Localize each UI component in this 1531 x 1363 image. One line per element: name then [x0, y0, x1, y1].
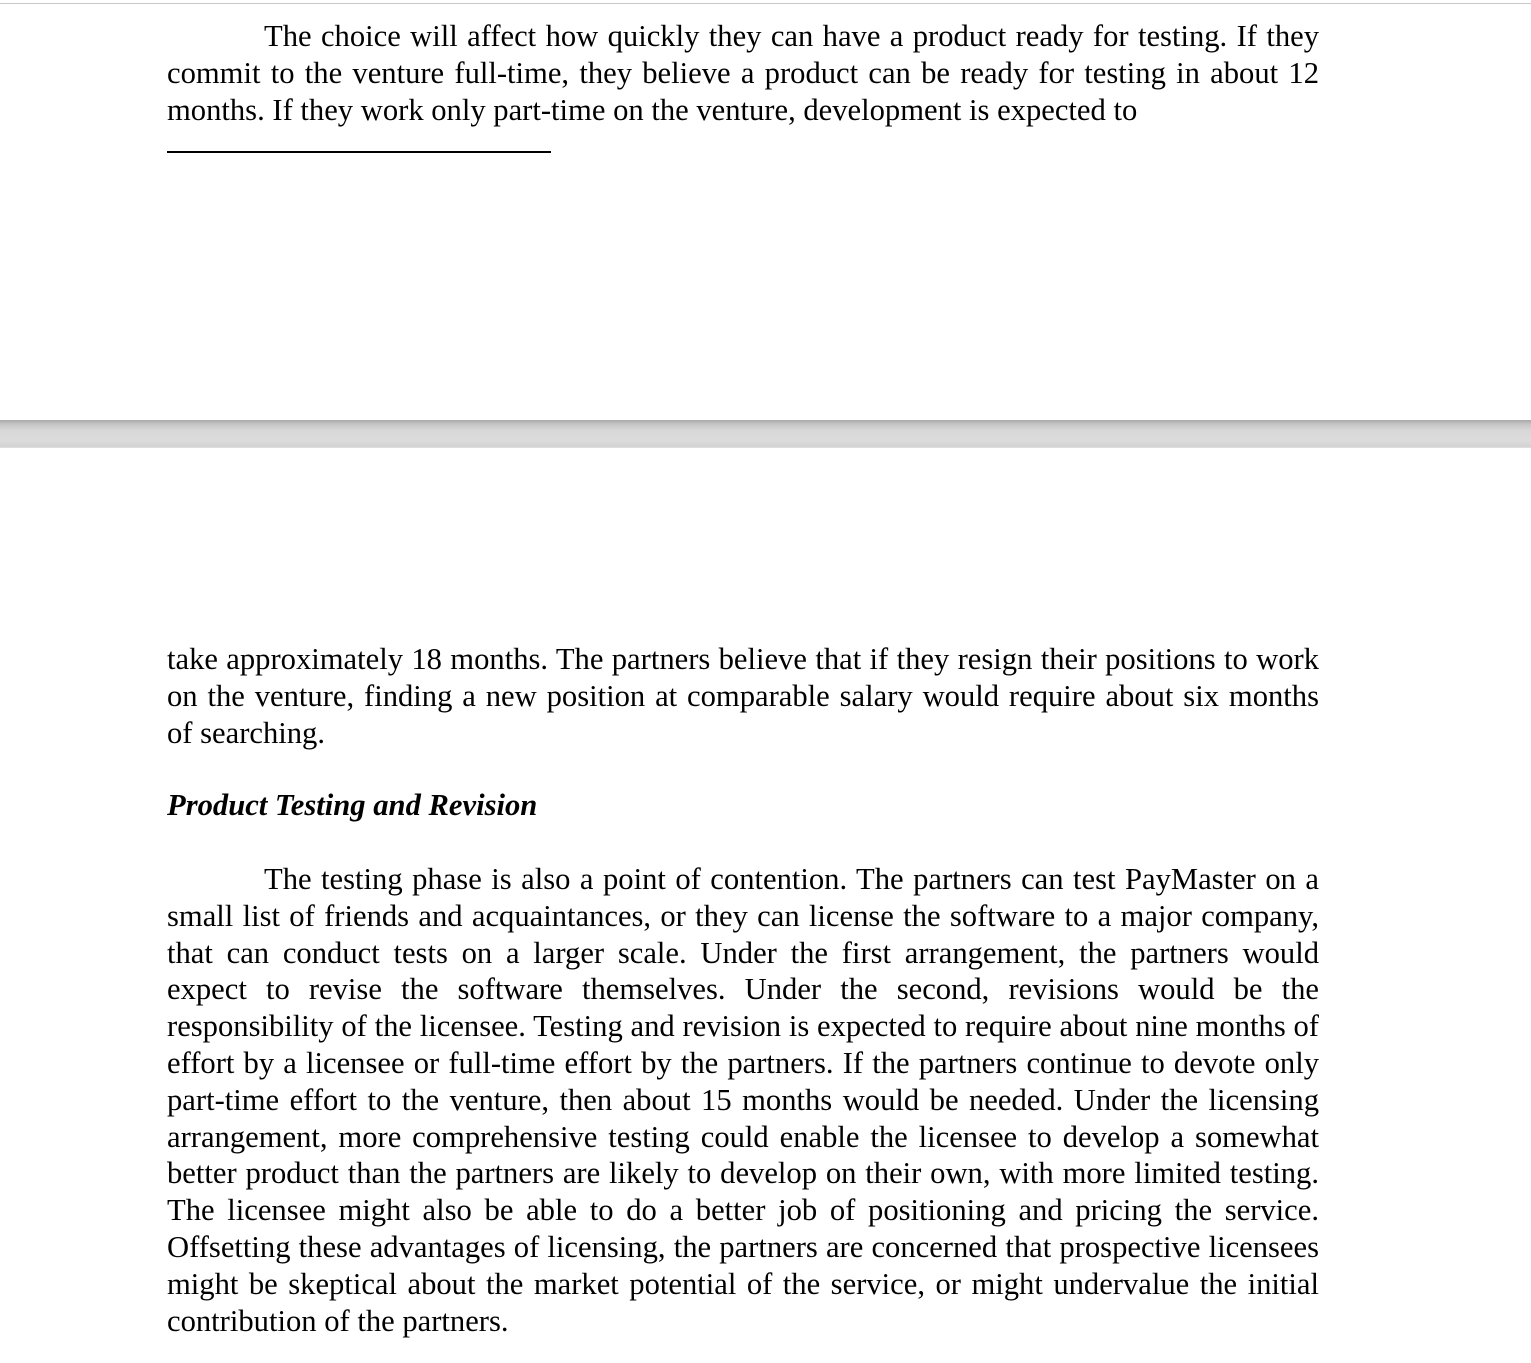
document-page-2	[0, 448, 1531, 1363]
footnote-separator-line	[167, 151, 551, 153]
document-page-1	[0, 4, 1531, 420]
paragraph-product-timing: The choice will affect how quickly they can have a product ready for testing. If they commit to the venture full-time, they believe a product can be ready for testing in about 12 months. If they work only part-time on the venture, development is expected to	[167, 19, 1319, 127]
paragraph-testing-phase: The testing phase is also a point of contention. The partners can test PayMaster on a small list of friends and acquaintances, or they can license the software to a major company, that can conduct tests on a larger scale. Under the first arrangement, the partners would expect to revise the software themselves. Under the second, revisions would be the responsibility of the licensee. Testing and revision is expected to require about nine months of effort by a licensee or full-time effort by the partners. If the partners continue to devote only part-time effort to the venture, then about 15 months would be needed. Under the licensing arrangement, more comprehensive testing could enable the licensee to develop a somewhat better product than the partners are likely to develop on their own, with more limited testing. The licensee might also be able to do a better job of positioning and pricing the service. Offsetting these advantages of licensing, the partners are concerned that prospective licensees might be skeptical about the market potential of the service, or might undervalue the initial contribution of the partners.	[167, 862, 1319, 1338]
page-break-gap	[0, 420, 1531, 448]
paragraph-continuation: take approximately 18 months. The partners believe that if they resign their positions to work on the venture, finding a new position at comparable salary would require about six months of searching.	[167, 642, 1319, 750]
section-heading-product-testing: Product Testing and Revision	[167, 788, 538, 822]
